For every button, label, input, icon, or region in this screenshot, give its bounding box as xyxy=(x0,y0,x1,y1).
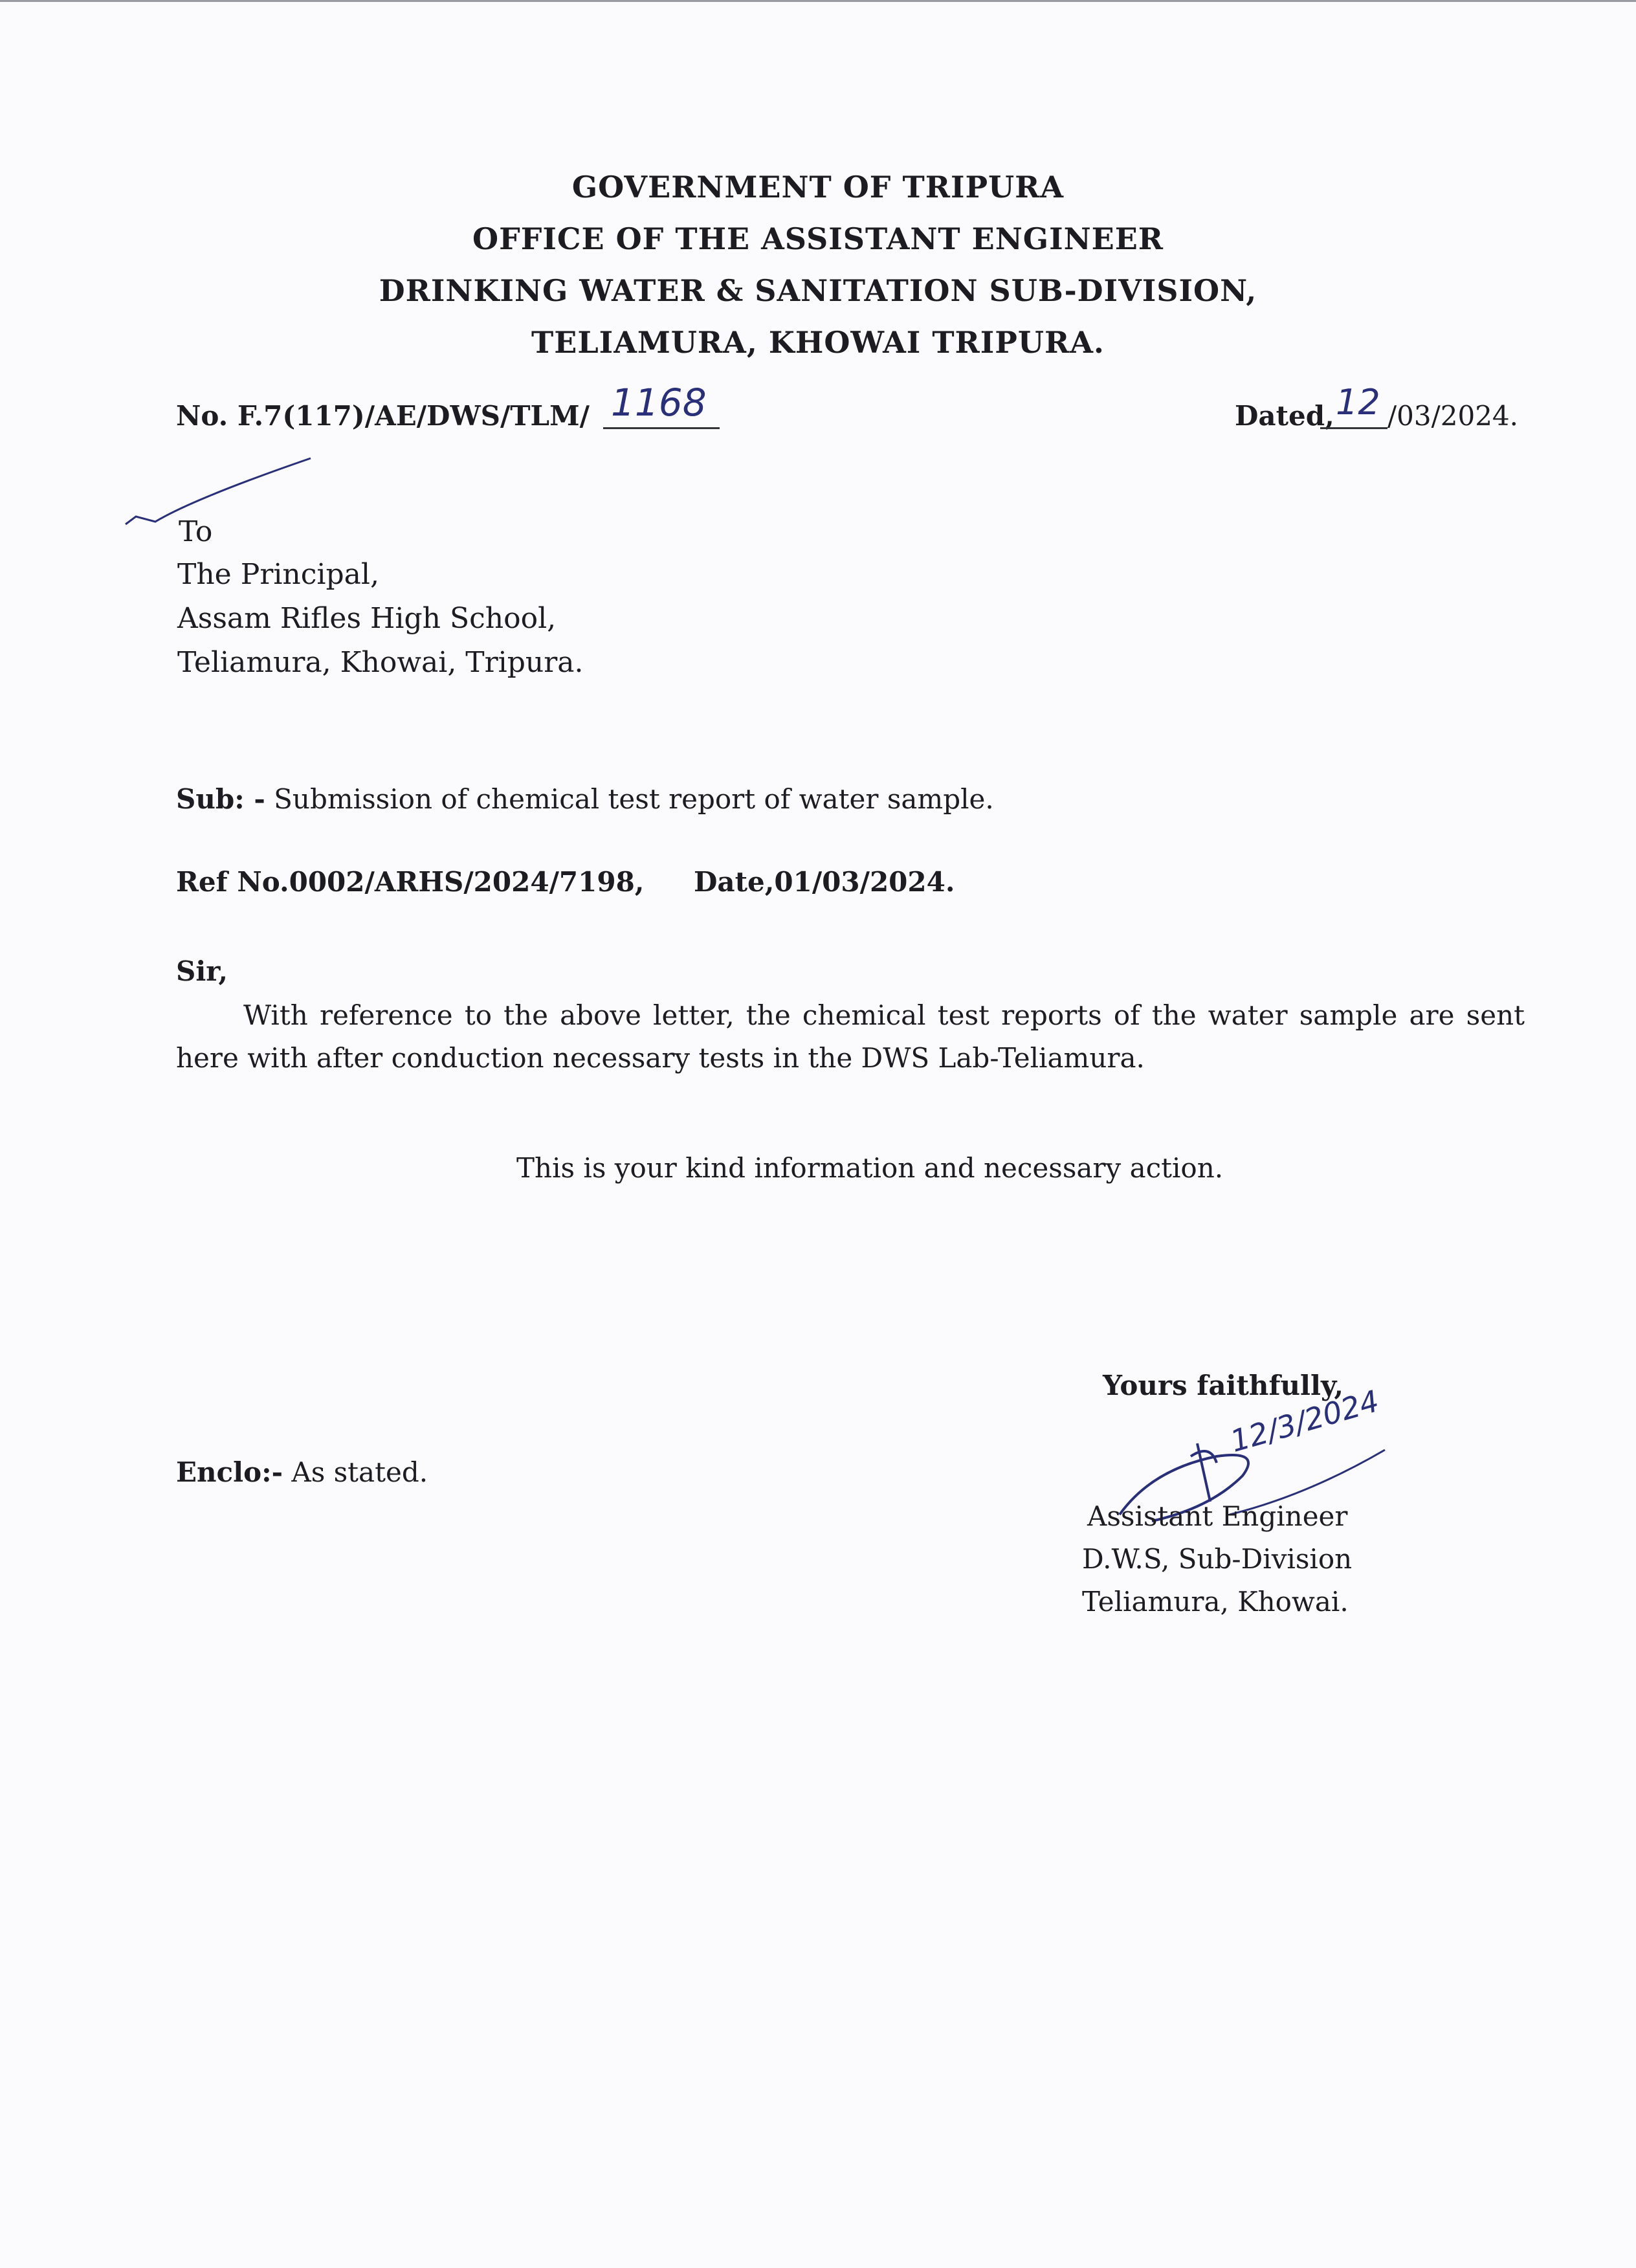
signatory-designation: Assistant Engineer xyxy=(1087,1500,1348,1532)
reference-number: Ref No.0002/ARHS/2024/7198, xyxy=(176,866,645,898)
letter-number-underline xyxy=(603,427,720,429)
header-division: DRINKING WATER & SANITATION SUB-DIVISION, xyxy=(379,273,1257,308)
enclosure-text: As stated. xyxy=(283,1456,428,1488)
enclosure-line xyxy=(176,1456,428,1488)
addressee-line-3: Teliamura, Khowai, Tripura. xyxy=(177,646,584,679)
body-paragraph xyxy=(176,994,1525,1080)
header-location: TELIAMURA, KHOWAI TRIPURA. xyxy=(531,325,1105,360)
salutation: Sir, xyxy=(176,955,228,987)
closing-line: This is your kind information and necessary action. xyxy=(516,1152,1224,1184)
letter-number-handwritten: 1168 xyxy=(611,381,707,425)
header-office: OFFICE OF THE ASSISTANT ENGINEER xyxy=(472,221,1164,256)
date-suffix: /03/2024. xyxy=(1387,400,1518,432)
enclosure-label: Enclo:- xyxy=(176,1456,283,1488)
addressee-line-1: The Principal, xyxy=(177,558,379,591)
yours-faithfully: Yours faithfully, xyxy=(1103,1370,1343,1401)
scan-edge-line xyxy=(0,0,1636,2)
date-label: Dated, xyxy=(1235,400,1334,432)
signature-date: 12/3/2024 xyxy=(1226,1383,1383,1459)
body-paragraph-text: With reference to the above letter, the chemical test reports of the water sample are sent here with after conduction necessary tests in the DWS Lab-Teliamura. xyxy=(176,999,1525,1074)
letter-number-prefix: No. F.7(117)/AE/DWS/TLM/ xyxy=(176,400,590,432)
signatory-place: Teliamura, Khowai. xyxy=(1082,1586,1349,1618)
reference-date: Date,01/03/2024. xyxy=(694,866,955,898)
subject-text: Submission of chemical test report of water sample. xyxy=(265,783,994,815)
date-day-handwritten: 12 xyxy=(1336,382,1380,423)
pen-tick-mark xyxy=(123,453,317,544)
subject-label: Sub: - xyxy=(176,783,265,815)
addressee-line-2: Assam Rifles High School, xyxy=(177,602,557,635)
date-underline xyxy=(1320,427,1387,429)
to-label: To xyxy=(179,515,213,548)
header-government: GOVERNMENT OF TRIPURA xyxy=(571,170,1065,205)
subject-line xyxy=(176,783,994,815)
signatory-office: D.W.S, Sub-Division xyxy=(1082,1543,1353,1575)
